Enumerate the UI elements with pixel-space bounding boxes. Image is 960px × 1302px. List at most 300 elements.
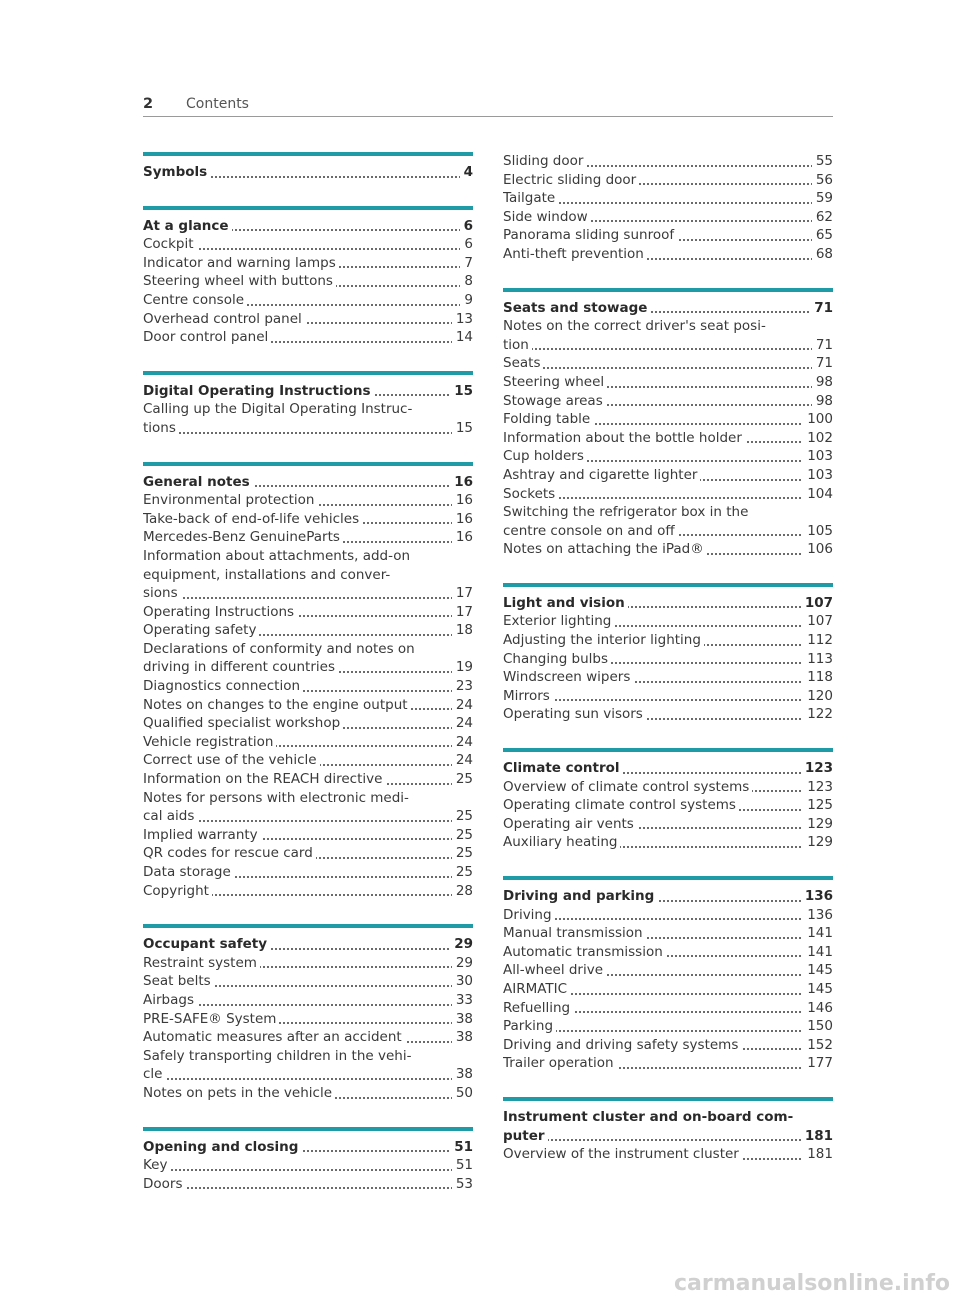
toc-entry[interactable] (503, 705, 833, 724)
entry-label: Steering wheel with buttons (143, 273, 336, 289)
toc-entry[interactable] (143, 826, 473, 845)
entry-row (143, 310, 473, 329)
toc-entry[interactable] (143, 770, 473, 789)
section-title-row[interactable] (143, 1138, 473, 1157)
entry-row (143, 419, 473, 438)
entry-row (503, 466, 833, 485)
entry-label: Implied warranty (143, 827, 261, 843)
toc-entry[interactable] (143, 882, 473, 901)
toc-section (143, 462, 473, 901)
entry-row (503, 392, 833, 411)
entry-page-number: 24 (452, 733, 473, 752)
toc-section (503, 1097, 833, 1164)
entry-page-number: 125 (803, 796, 833, 815)
entry-label: Doors (143, 1176, 186, 1192)
toc-entry[interactable] (503, 924, 833, 943)
toc-section (503, 876, 833, 1073)
entry-page-number: 103 (803, 466, 833, 485)
section-divider-bar (143, 152, 473, 156)
toc-entry[interactable] (503, 612, 833, 631)
entry-page-number: 50 (452, 1084, 473, 1103)
entry-label: Driving and driving safety systems (503, 1037, 741, 1053)
entry-page-number: 6 (460, 235, 473, 254)
toc-section (143, 924, 473, 1102)
entry-label: Cup holders (503, 448, 587, 464)
entry-row (143, 1065, 473, 1084)
toc-entry[interactable] (143, 733, 473, 752)
section-page-number: 51 (450, 1138, 473, 1157)
entry-label: Environmental protection (143, 492, 317, 508)
toc-entry[interactable] (503, 410, 833, 429)
entry-label: Panorama sliding sunroof (503, 227, 677, 243)
entry-page-number: 8 (460, 272, 473, 291)
section-divider-bar (503, 583, 833, 587)
entry-row (143, 733, 473, 752)
toc-entry[interactable] (143, 640, 473, 677)
entry-page-number: 65 (812, 226, 833, 245)
section-title: Opening and closing (143, 1139, 301, 1155)
entry-label: All-wheel drive (503, 962, 606, 978)
toc-entry[interactable] (503, 650, 833, 669)
toc-entry[interactable] (143, 272, 473, 291)
toc-column-right (503, 152, 833, 1188)
entry-label: Driving (503, 907, 555, 923)
toc-entry[interactable] (143, 954, 473, 973)
toc-entry[interactable] (503, 906, 833, 925)
entry-label: Take-back of end-of-life vehicles (143, 511, 362, 527)
entry-page-number: 25 (452, 770, 473, 789)
toc-entry[interactable] (503, 245, 833, 264)
toc-entry[interactable] (503, 152, 833, 171)
entry-label: Notes on pets in the vehicle (143, 1085, 335, 1101)
entry-row (503, 208, 833, 227)
entry-page-number: 141 (803, 924, 833, 943)
toc-entry[interactable] (503, 540, 833, 559)
toc-entry[interactable] (503, 429, 833, 448)
toc-entry[interactable] (503, 778, 833, 797)
section-title-row[interactable] (503, 299, 833, 318)
toc-section (143, 1127, 473, 1194)
section-title-row[interactable] (143, 935, 473, 954)
entry-row (503, 354, 833, 373)
section-title-row[interactable] (503, 887, 833, 906)
entry-label: Correct use of the vehicle (143, 752, 320, 768)
entry-row (143, 696, 473, 715)
entry-row (143, 1175, 473, 1194)
entry-label-line: Notes on the correct driver's seat posi- (503, 318, 766, 335)
toc-column-left (143, 152, 473, 1217)
section-title-row[interactable] (503, 1127, 833, 1146)
entry-page-number: 98 (812, 392, 833, 411)
entry-label: Operating Instructions (143, 604, 297, 620)
toc-entry[interactable] (503, 354, 833, 373)
entry-label: Door control panel (143, 329, 271, 345)
toc-entry[interactable] (143, 235, 473, 254)
dot-leader (143, 597, 473, 599)
entry-page-number: 150 (803, 1017, 833, 1036)
toc-entry[interactable] (503, 833, 833, 852)
section-title: At a glance (143, 218, 232, 234)
entry-label: Information about the bottle holder (503, 430, 745, 446)
entry-row (503, 522, 833, 541)
entry-page-number: 145 (803, 980, 833, 999)
page-number: 2 (143, 96, 154, 112)
section-title: Occupant safety (143, 936, 270, 952)
toc-entry[interactable] (503, 796, 833, 815)
toc-entry[interactable] (503, 687, 833, 706)
entry-label: Overhead control panel (143, 311, 305, 327)
entry-row (503, 980, 833, 999)
page-header (143, 96, 833, 117)
entry-page-number: 25 (452, 807, 473, 826)
section-title-row[interactable] (143, 473, 473, 492)
entry-row (143, 991, 473, 1010)
entry-page-number: 68 (812, 245, 833, 264)
entry-row (503, 705, 833, 724)
toc-entry[interactable] (503, 815, 833, 834)
entry-label: Automatic measures after an accident (143, 1029, 405, 1045)
section-page-number: 6 (460, 217, 473, 236)
entry-row (503, 999, 833, 1018)
toc-entry[interactable] (503, 466, 833, 485)
entry-label: QR codes for rescue card (143, 845, 316, 861)
entry-label: Stowage areas (503, 393, 606, 409)
entry-page-number: 107 (803, 612, 833, 631)
toc-entry[interactable] (503, 1017, 833, 1036)
entry-page-number: 16 (452, 528, 473, 547)
entry-row (503, 687, 833, 706)
toc-entry[interactable] (143, 863, 473, 882)
entry-page-number: 24 (452, 751, 473, 770)
entry-row (143, 972, 473, 991)
toc-entry[interactable] (503, 980, 833, 999)
entry-page-number: 9 (460, 291, 473, 310)
entry-label: Operating climate control systems (503, 797, 739, 813)
toc-entry[interactable] (503, 373, 833, 392)
toc-entry[interactable] (143, 751, 473, 770)
entry-label: Copyright (143, 883, 212, 899)
entry-label: Data storage (143, 864, 234, 880)
entry-label: Centre console (143, 292, 247, 308)
entry-page-number: 53 (452, 1175, 473, 1194)
entry-page-number: 23 (452, 677, 473, 696)
entry-label: Seats (503, 355, 543, 371)
entry-row (503, 1054, 833, 1073)
entry-label: Steering wheel (503, 374, 607, 390)
entry-page-number: 38 (452, 1010, 473, 1029)
toc-entry[interactable] (143, 991, 473, 1010)
toc-entry[interactable] (143, 491, 473, 510)
entry-page-number: 146 (803, 999, 833, 1018)
entry-page-number: 55 (812, 152, 833, 171)
entry-label: Vehicle registration (143, 734, 276, 750)
entry-label: Operating air vents (503, 816, 637, 832)
entry-page-number: 7 (460, 254, 473, 273)
entry-label: tions (143, 420, 179, 436)
entry-page-number: 25 (452, 863, 473, 882)
entry-page-number: 25 (452, 826, 473, 845)
toc-entry[interactable] (143, 844, 473, 863)
toc-entry[interactable] (143, 1010, 473, 1029)
entry-page-number: 112 (803, 631, 833, 650)
entry-row (143, 1156, 473, 1175)
section-title-row[interactable] (143, 217, 473, 236)
toc-entry[interactable] (503, 208, 833, 227)
entry-label: tion (503, 337, 532, 353)
entry-page-number: 120 (803, 687, 833, 706)
toc-entry[interactable] (143, 310, 473, 329)
entry-page-number: 29 (452, 954, 473, 973)
section-title-row[interactable] (143, 382, 473, 401)
entry-page-number: 71 (812, 336, 833, 355)
toc-entry[interactable] (143, 547, 473, 603)
entry-row (143, 807, 473, 826)
toc-entry[interactable] (143, 1047, 473, 1084)
section-divider-bar (143, 1127, 473, 1131)
toc-entry[interactable] (503, 171, 833, 190)
toc-entry[interactable] (143, 254, 473, 273)
entry-row (503, 373, 833, 392)
entry-row (143, 328, 473, 347)
entry-page-number: 16 (452, 510, 473, 529)
section-divider-bar (503, 1097, 833, 1101)
entry-label-line: Switching the refrigerator box in the (503, 504, 749, 521)
entry-label: Exterior lighting (503, 613, 614, 629)
entry-row (503, 410, 833, 429)
entry-label: Overview of climate control systems (503, 779, 752, 795)
entry-page-number: 13 (452, 310, 473, 329)
entry-label: cal aids (143, 808, 197, 824)
entry-row (503, 650, 833, 669)
entry-label-line: equipment, installations and conver- (143, 566, 391, 583)
entry-label: centre console on and off (503, 523, 678, 539)
entry-row (503, 485, 833, 504)
toc-entry[interactable] (503, 503, 833, 540)
entry-label: Information on the REACH directive (143, 771, 385, 787)
entry-label-line: Information about attachments, add-on (143, 547, 411, 564)
entry-row (503, 336, 833, 355)
section-title: Symbols (143, 164, 210, 180)
section-divider-bar (143, 462, 473, 466)
entry-label: Anti-theft prevention (503, 246, 647, 262)
toc-entry[interactable] (503, 961, 833, 980)
dot-leader (143, 1187, 473, 1189)
toc-entry[interactable] (503, 485, 833, 504)
entry-page-number: 14 (452, 328, 473, 347)
toc-entry[interactable] (143, 1156, 473, 1175)
toc-entry[interactable] (143, 1084, 473, 1103)
section-title: Digital Operating Instructions (143, 383, 374, 399)
entry-label: cle (143, 1066, 165, 1082)
entry-row (503, 171, 833, 190)
toc-entry[interactable] (143, 789, 473, 826)
entry-page-number: 38 (452, 1028, 473, 1047)
toc-entry[interactable] (503, 1054, 833, 1073)
toc-entry[interactable] (143, 621, 473, 640)
section-title: Climate control (503, 760, 623, 776)
toc-entry[interactable] (503, 189, 833, 208)
entry-label: Cockpit (143, 236, 197, 252)
toc-entry[interactable] (503, 226, 833, 245)
toc-entry[interactable] (143, 1175, 473, 1194)
entry-row (143, 491, 473, 510)
entry-row (143, 528, 473, 547)
entry-label: Refuelling (503, 1000, 573, 1016)
entry-page-number: 129 (803, 833, 833, 852)
toc-entry[interactable] (143, 400, 473, 437)
toc-entry[interactable] (143, 528, 473, 547)
entry-page-number: 71 (812, 354, 833, 373)
dot-leader (143, 1169, 473, 1171)
entry-label: Qualified specialist workshop (143, 715, 343, 731)
toc-entry[interactable] (503, 392, 833, 411)
toc-section (143, 206, 473, 347)
entry-label: Electric sliding door (503, 172, 639, 188)
section-page-number: 107 (801, 594, 833, 613)
entry-label: Trailer operation (503, 1055, 617, 1071)
toc-entry[interactable] (143, 1028, 473, 1047)
entry-row (503, 1145, 833, 1164)
entry-page-number: 123 (803, 778, 833, 797)
entry-row (503, 815, 833, 834)
entry-row (503, 796, 833, 815)
entry-row (143, 677, 473, 696)
toc-section (143, 371, 473, 438)
entry-label-line: Safely transporting children in the vehi- (143, 1047, 412, 1064)
section-page-number: 16 (450, 473, 473, 492)
entry-label: Folding table (503, 411, 593, 427)
entry-page-number: 118 (803, 668, 833, 687)
section-title: General notes (143, 474, 253, 490)
entry-label: Manual transmission (503, 925, 646, 941)
dot-leader (503, 367, 833, 369)
section-page-number: 181 (801, 1127, 833, 1146)
entry-row (503, 924, 833, 943)
entry-page-number: 28 (452, 882, 473, 901)
entry-label: Mercedes-Benz GenuineParts (143, 529, 343, 545)
entry-row (503, 668, 833, 687)
entry-page-number: 51 (452, 1156, 473, 1175)
toc-entry[interactable] (503, 668, 833, 687)
toc-entry[interactable] (143, 972, 473, 991)
entry-row (503, 961, 833, 980)
entry-page-number: 98 (812, 373, 833, 392)
entry-row (503, 612, 833, 631)
entry-label: Notes on changes to the engine output (143, 697, 411, 713)
entry-row (143, 272, 473, 291)
toc-entry[interactable] (503, 1145, 833, 1164)
entry-row (143, 254, 473, 273)
toc-entry[interactable] (503, 447, 833, 466)
entry-label-line: Calling up the Digital Operating Instruc- (143, 401, 413, 418)
entry-page-number: 38 (452, 1065, 473, 1084)
entry-page-number: 59 (812, 189, 833, 208)
entry-label: Key (143, 1157, 170, 1173)
entry-label: sions (143, 585, 181, 601)
entry-page-number: 24 (452, 696, 473, 715)
entry-page-number: 113 (803, 650, 833, 669)
entry-page-number: 16 (452, 491, 473, 510)
section-title: Light and vision (503, 595, 628, 611)
entry-row (143, 1028, 473, 1047)
toc-entry[interactable] (143, 677, 473, 696)
section-page-number: 136 (801, 887, 833, 906)
entry-page-number: 19 (452, 658, 473, 677)
entry-page-number: 102 (803, 429, 833, 448)
entry-label: Tailgate (503, 190, 558, 206)
section-title-row[interactable] (143, 163, 473, 182)
entry-row (143, 751, 473, 770)
entry-row (143, 954, 473, 973)
section-page-number: 123 (801, 759, 833, 778)
entry-row (143, 584, 473, 603)
toc-entry[interactable] (143, 328, 473, 347)
section-title: Driving and parking (503, 888, 657, 904)
entry-row (143, 826, 473, 845)
toc-entry[interactable] (503, 631, 833, 650)
toc-entry[interactable] (143, 714, 473, 733)
entry-label: driving in different countries (143, 659, 338, 675)
entry-label-line: Notes for persons with electronic medi- (143, 789, 409, 806)
toc-section (503, 583, 833, 724)
toc-entry[interactable] (503, 999, 833, 1018)
toc-entry[interactable] (503, 317, 833, 354)
watermark: carmanualsonline.info (674, 1271, 950, 1296)
section-page-number: 15 (450, 382, 473, 401)
toc-entry[interactable] (503, 1036, 833, 1055)
entry-page-number: 145 (803, 961, 833, 980)
toc-entry[interactable] (143, 291, 473, 310)
entry-row (143, 621, 473, 640)
entry-label: Diagnostics connection (143, 678, 303, 694)
entry-row (143, 863, 473, 882)
toc-section (503, 288, 833, 559)
toc-entry[interactable] (143, 603, 473, 622)
dot-leader (143, 432, 473, 434)
entry-row (143, 603, 473, 622)
entry-page-number: 106 (803, 540, 833, 559)
page-title: Contents (186, 96, 249, 112)
entry-label: Seat belts (143, 973, 214, 989)
entry-row (143, 882, 473, 901)
entry-label-line: Declarations of conformity and notes on (143, 640, 415, 657)
entry-row (143, 291, 473, 310)
toc-entry[interactable] (143, 696, 473, 715)
section-title-row[interactable] (503, 759, 833, 778)
entry-label: Side window (503, 209, 591, 225)
entry-label: Overview of the instrument cluster (503, 1146, 742, 1162)
entry-page-number: 100 (803, 410, 833, 429)
entry-row (143, 658, 473, 677)
entry-row (503, 429, 833, 448)
entry-page-number: 17 (452, 584, 473, 603)
entry-page-number: 129 (803, 815, 833, 834)
section-divider-bar (143, 206, 473, 210)
toc-entry[interactable] (503, 943, 833, 962)
section-title-row[interactable] (503, 594, 833, 613)
toc-entry[interactable] (143, 510, 473, 529)
entry-row (503, 447, 833, 466)
entry-row (143, 844, 473, 863)
entry-label: Notes on attaching the iPad® (503, 541, 707, 557)
entry-label: Operating sun visors (503, 706, 646, 722)
section-page-number: 71 (810, 299, 833, 318)
entry-page-number: 104 (803, 485, 833, 504)
entry-page-number: 103 (803, 447, 833, 466)
entry-page-number: 24 (452, 714, 473, 733)
section-divider-bar (143, 371, 473, 375)
entry-page-number: 152 (803, 1036, 833, 1055)
